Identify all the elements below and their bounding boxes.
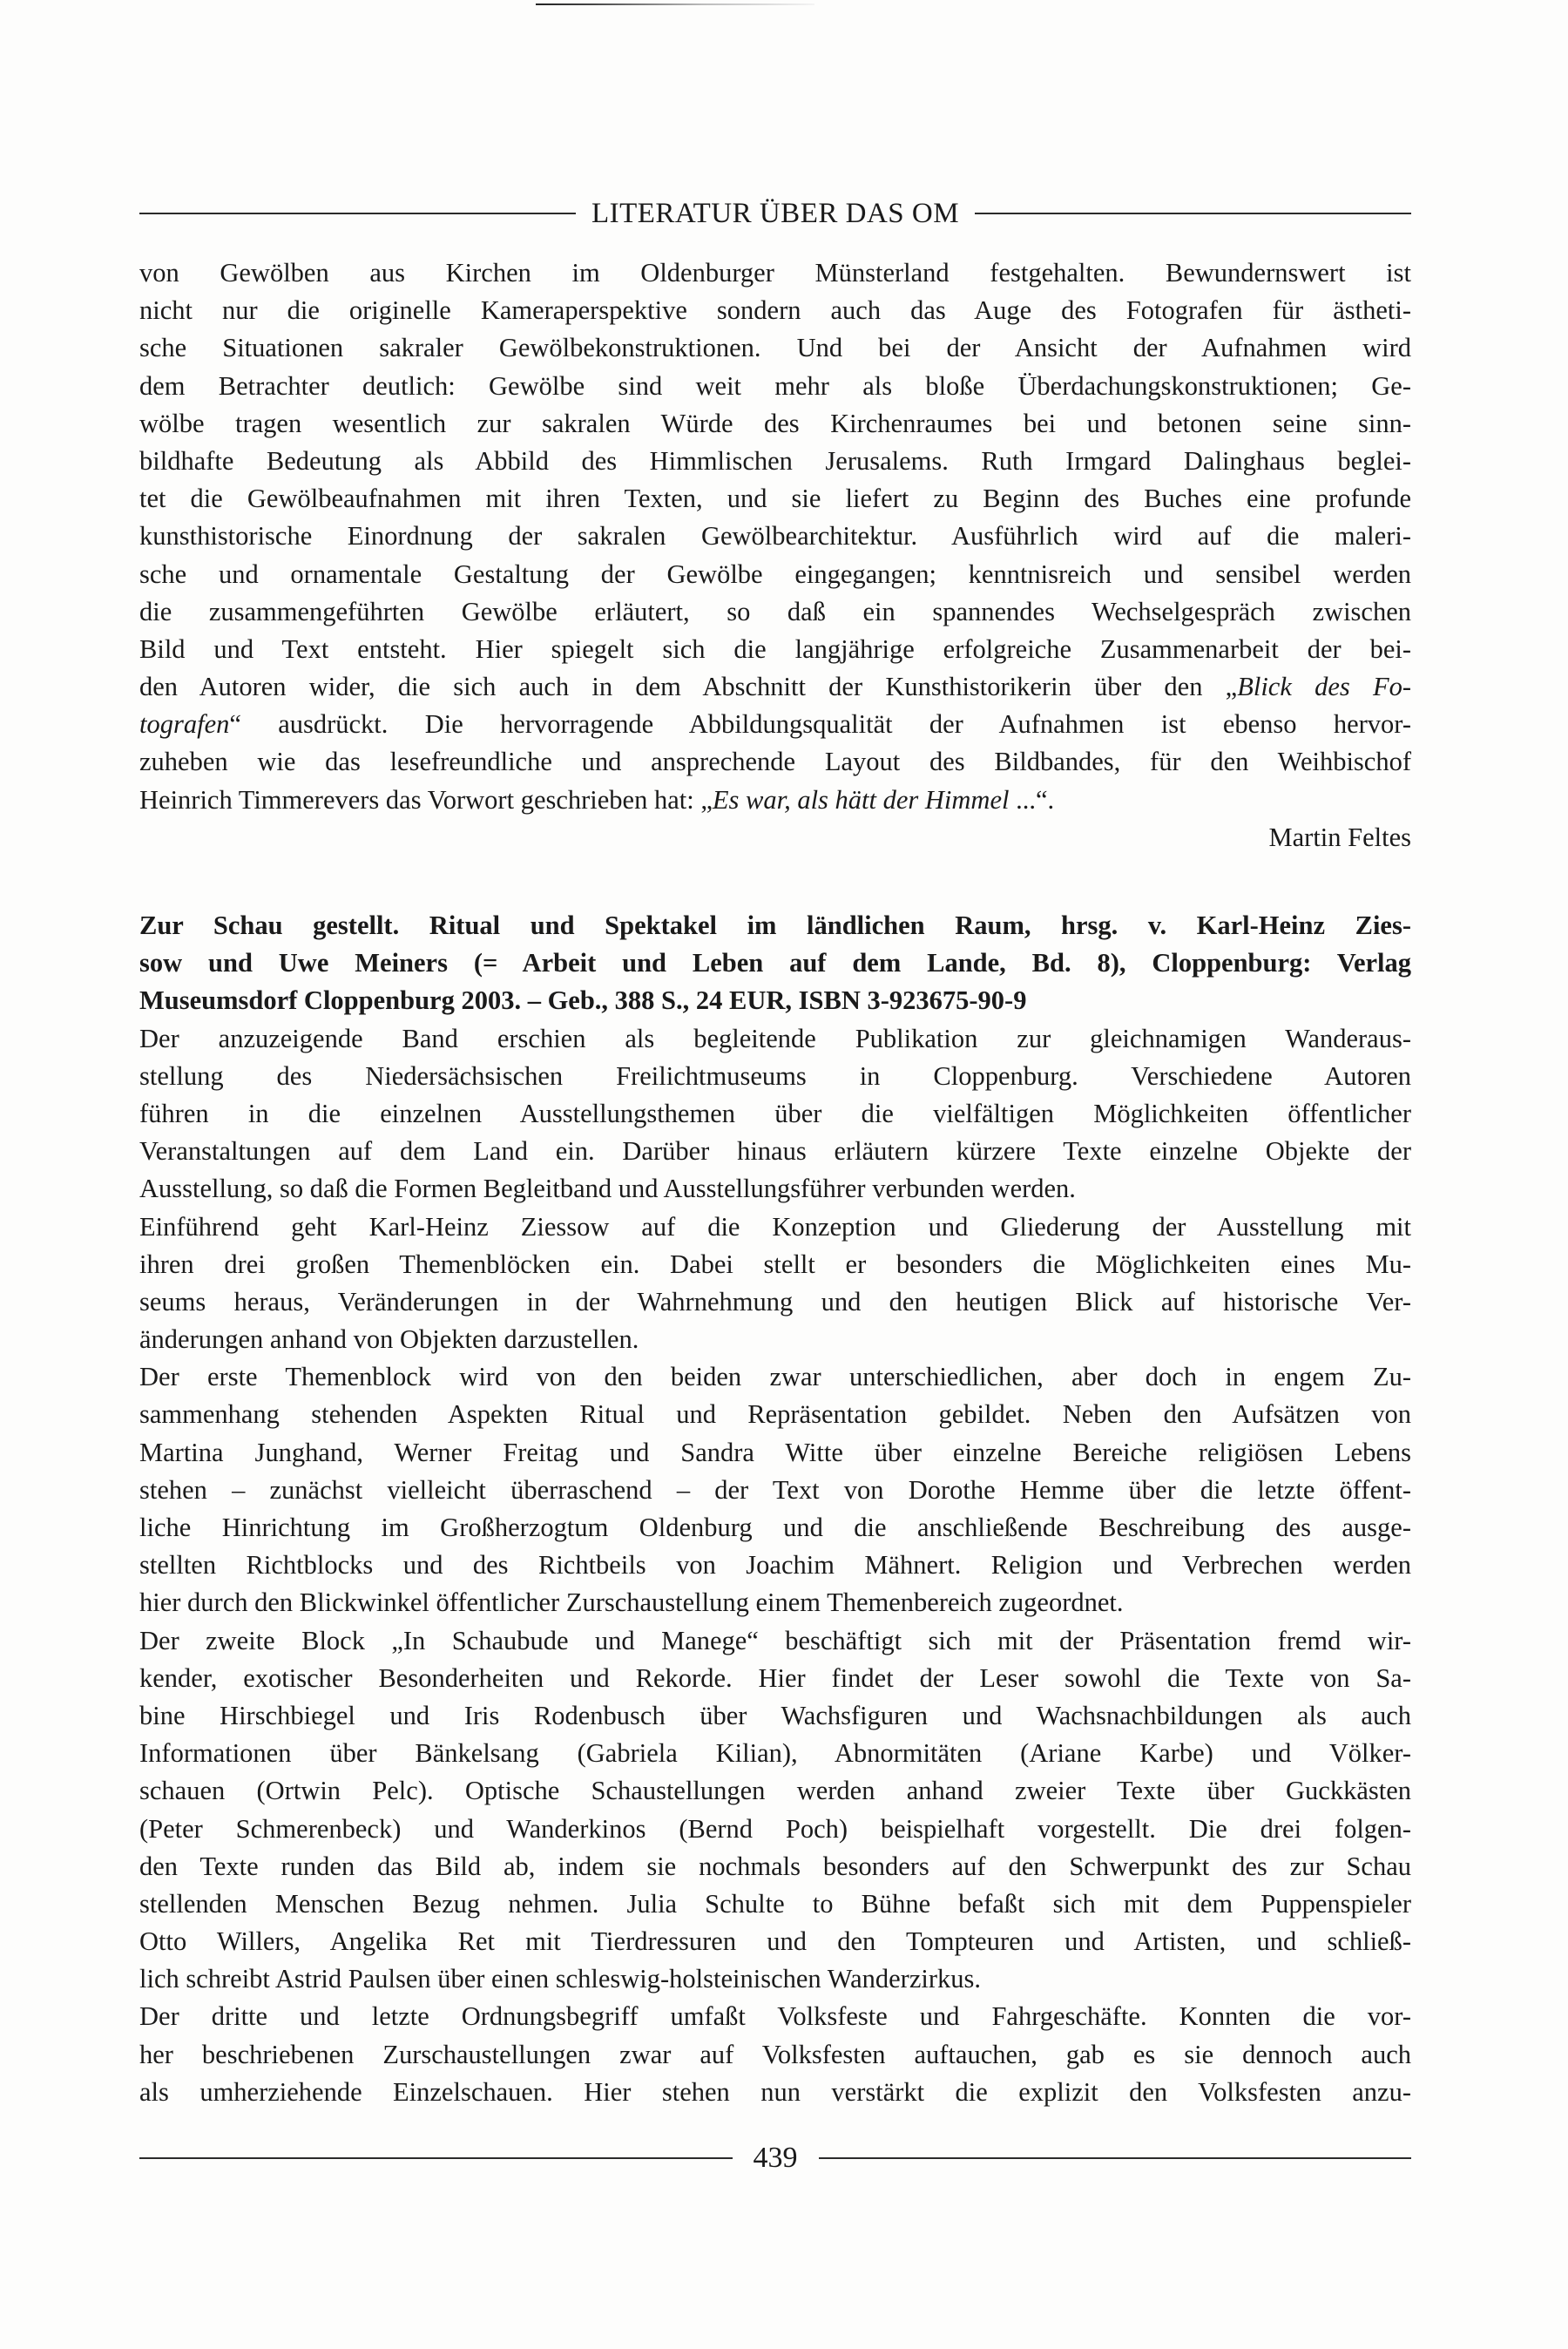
text-line: sche und ornamentale Gestaltung der Gewölbe eingegangen; kenntnisreich und sensibel werden — [139, 558, 1411, 589]
text-line: kender, exotischer Besonderheiten und Rekorde. Hier findet der Leser sowohl die Texte von Sa- — [139, 1662, 1411, 1693]
footer-rule-left — [139, 2157, 733, 2159]
text-line: stellten Richtblocks und des Richtbeils von Joachim Mähnert. Religion und Verbrechen werden — [139, 1550, 1411, 1581]
review-1 — [139, 254, 1411, 856]
citation-line: sow und Uwe Meiners (= Arbeit und Leben auf dem Lande, Bd. 8), Cloppenburg: Verlag — [139, 948, 1411, 978]
text-line: zuheben wie das lesefreundliche und ansprechende Layout des Bildbandes, für den Weihbischof — [139, 747, 1411, 777]
text-line: lich schreibt Astrid Paulsen über einen schleswig-holsteinischen Wanderzirkus. — [139, 1964, 981, 1994]
footer-rule-right — [819, 2157, 1412, 2159]
paragraph — [139, 1020, 1411, 1208]
section-gap — [139, 856, 1411, 907]
text-line: änderungen anhand von Objekten darzustellen. — [139, 1324, 639, 1355]
page-number: 439 — [753, 2142, 798, 2174]
text-line: den Texte runden das Bild ab, indem sie nochmals besonders auf den Schwerpunkt des zur Schau — [139, 1851, 1411, 1881]
text-line: hier durch den Blickwinkel öffentlicher Zurschaustellung einem Themenbereich zugeordnet. — [139, 1587, 1124, 1618]
text-line: her beschriebenen Zurschaustellungen zwar auf Volksfesten auftauchen, gab es sie dennoch auch — [139, 2039, 1411, 2069]
text-line: Martina Junghand, Werner Freitag und Sandra Witte über einzelne Bereiche religiösen Lebens — [139, 1437, 1411, 1467]
paragraph — [139, 1358, 1411, 1621]
text-line: führen in die einzelnen Ausstellungsthemen über die vielfältigen Möglichkeiten öffentlicher — [139, 1098, 1411, 1128]
review-2 — [139, 907, 1411, 2111]
text-line: ihren drei großen Themenblöcken ein. Dabei stellt er besonders die Möglichkeiten eines Mu- — [139, 1249, 1411, 1279]
text-line: Bild und Text entsteht. Hier spiegelt sich die langjährige erfolgreiche Zusammenarbeit der bei- — [139, 633, 1411, 664]
book-citation — [139, 907, 1411, 1020]
text-line: von Gewölben aus Kirchen im Oldenburger Münsterland festgehalten. Bewundernswert ist — [139, 258, 1411, 288]
text-line: seums heraus, Veränderungen in der Wahrnehmung und den heutigen Blick auf historische Ver- — [139, 1286, 1411, 1317]
header-rule-right — [975, 213, 1411, 214]
text-line — [139, 706, 1411, 743]
citation-line: Museumsdorf Cloppenburg 2003. – Geb., 388 S., 24 EUR, ISBN 3-923675-90-9 — [139, 985, 1027, 1016]
text-line: Otto Willers, Angelika Ret mit Tierdressuren und den Tompteuren und Artisten, und schließ- — [139, 1926, 1411, 1957]
text-line: Informationen über Bänkelsang (Gabriela Kilian), Abnormitäten (Ariane Karbe) und Völker- — [139, 1738, 1411, 1769]
text-segment: Heinrich Timmerevers das Vorwort geschrieben hat: „ — [139, 784, 713, 815]
text-line: wölbe tragen wesentlich zur sakralen Würde des Kirchenraumes bei und betonen seine sinn- — [139, 408, 1411, 438]
text-line: bine Hirschbiegel und Iris Rodenbusch über Wachsfiguren und Wachsnachbildungen als auch — [139, 1700, 1411, 1730]
text-segment: “ ausdrückt. Die hervorragende Abbildungsqualität der Aufnahmen ist ebenso hervor- — [229, 709, 1411, 740]
text-line: die zusammengeführten Gewölbe erläutert, so daß ein spannendes Wechselgespräch zwischen — [139, 596, 1411, 626]
header-rule-left — [139, 213, 576, 214]
text-line: Der dritte und letzte Ordnungsbegriff umfaßt Volksfeste und Fahrgeschäfte. Konnten die vor- — [139, 2001, 1411, 2032]
running-header — [139, 193, 1411, 234]
page-body — [139, 254, 1411, 2111]
paragraph — [139, 1998, 1411, 2111]
text-line — [139, 668, 1411, 706]
text-line: schauen (Ortwin Pelc). Optische Schaustellungen werden anhand zweier Texte über Guckkästen — [139, 1776, 1411, 1806]
text-line: Ausstellung, so daß die Formen Begleitband und Ausstellungsführer verbunden werden. — [139, 1174, 1076, 1204]
text-line — [139, 782, 1411, 819]
paragraph — [139, 1208, 1411, 1359]
text-line: sammenhang stehenden Aspekten Ritual und Repräsentation gebildet. Neben den Aufsätzen von — [139, 1399, 1411, 1430]
text-line: stellenden Menschen Bezug nehmen. Julia Schulte to Bühne befaßt sich mit dem Puppenspieler — [139, 1888, 1411, 1919]
text-line: sche Situationen sakraler Gewölbekonstruktionen. Und bei der Ansicht der Aufnahmen wird — [139, 333, 1411, 363]
text-line: Der erste Themenblock wird von den beiden zwar unterschiedlichen, aber doch in engem Zu- — [139, 1362, 1411, 1392]
text-line: Der zweite Block „In Schaubude und Manege“ beschäftigt sich mit der Präsentation fremd wir- — [139, 1625, 1411, 1655]
paragraph — [139, 1622, 1411, 1999]
text-line: Einführend geht Karl-Heinz Ziessow auf die Konzeption und Gliederung der Ausstellung mit — [139, 1211, 1411, 1242]
text-line: stehen – zunächst vielleicht überraschend – der Text von Dorothe Hemme über die letzte öffent- — [139, 1474, 1411, 1505]
page-footer — [139, 2136, 1411, 2180]
text-line: Der anzuzeigende Band erschien als begleitende Publikation zur gleichnamigen Wanderaus- — [139, 1023, 1411, 1053]
running-head-title: LITERATUR ÜBER DAS OM — [591, 197, 960, 229]
text-line: stellung des Niedersächsischen Freilichtmuseums in Cloppenburg. Verschiedene Autoren — [139, 1060, 1411, 1091]
review-author: Martin Feltes — [1268, 822, 1411, 852]
text-line: tet die Gewölbeaufnahmen mit ihren Texten, und sie liefert zu Beginn des Buches eine profunde — [139, 484, 1411, 514]
text-line: als umherziehende Einzelschauen. Hier stehen nun verstärkt die explizit den Volksfesten anzu- — [139, 2076, 1411, 2107]
text-segment: ...“. — [1009, 784, 1055, 815]
text-line: dem Betrachter deutlich: Gewölbe sind weit mehr als bloße Überdachungskonstruktionen; Ge- — [139, 370, 1411, 401]
text-line: bildhafte Bedeutung als Abbild des Himmlischen Jerusalems. Ruth Irmgard Dalinghaus beglei- — [139, 445, 1411, 476]
italic-quote: tografen — [139, 709, 230, 740]
text-line: Veranstaltungen auf dem Land ein. Darüber hinaus erläutern kürzere Texte einzelne Objekte der — [139, 1136, 1411, 1167]
italic-quote: Es war, als hätt der Himmel — [712, 784, 1010, 815]
text-segment: den Autoren wider, die sich auch in dem Abschnitt der Kunsthistorikerin über den „ — [139, 672, 1238, 702]
text-line: nicht nur die originelle Kameraperspektive sondern auch das Auge des Fotografen für ästheti- — [139, 295, 1411, 326]
text-line: kunsthistorische Einordnung der sakralen Gewölbearchitektur. Ausführlich wird auf die maleri- — [139, 521, 1411, 552]
citation-line: Zur Schau gestellt. Ritual und Spektakel im ländlichen Raum, hrsg. v. Karl-Heinz Zies- — [139, 910, 1411, 940]
text-line: (Peter Schmerenbeck) und Wanderkinos (Bernd Poch) beispielhaft vorgestellt. Die drei folgen- — [139, 1813, 1411, 1844]
text-line: liche Hinrichtung im Großherzogtum Oldenburg und die anschließende Beschreibung des ausge- — [139, 1513, 1411, 1542]
scan-edge-mark — [536, 3, 814, 5]
italic-quote: Blick des Fo- — [1237, 672, 1411, 702]
